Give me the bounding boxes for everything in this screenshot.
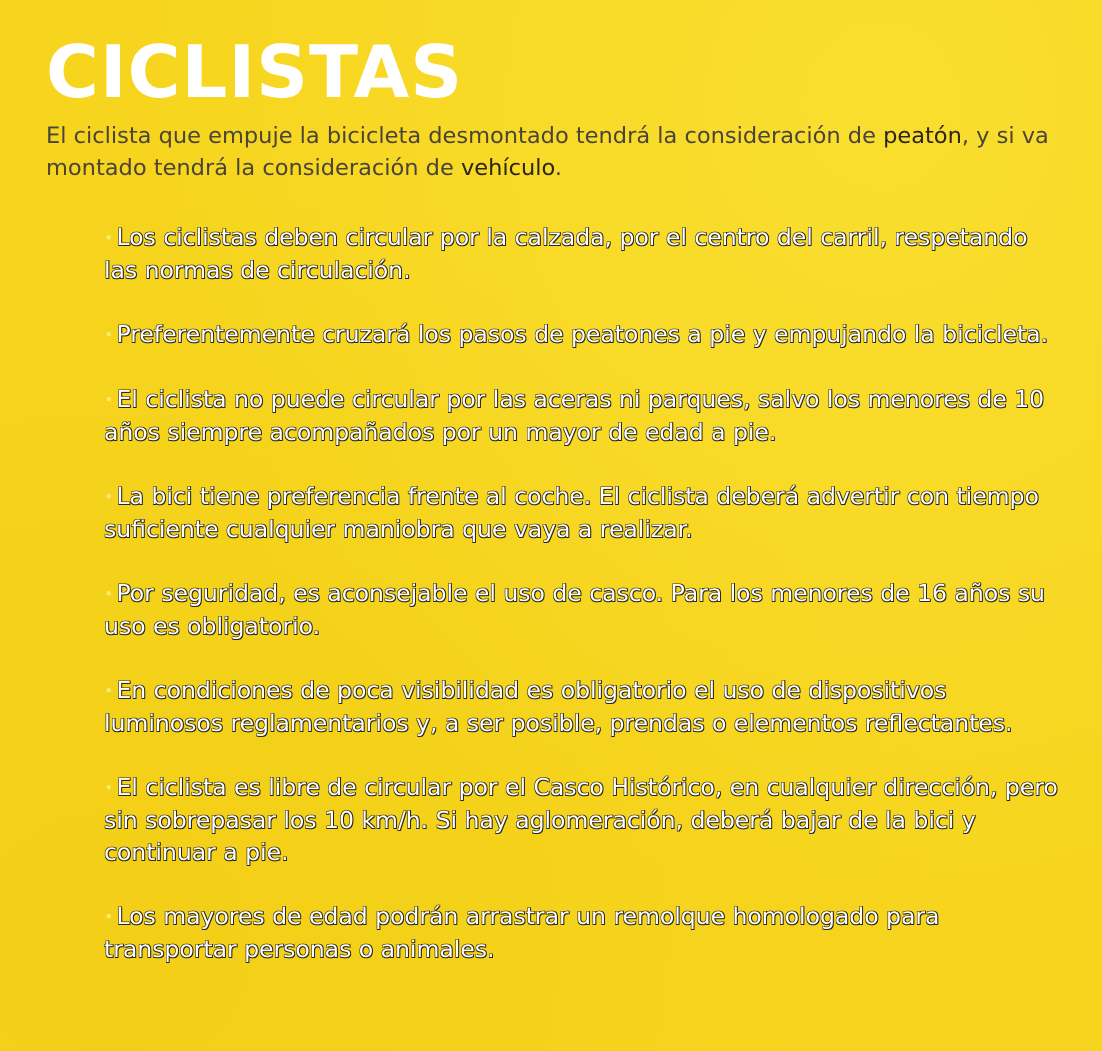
intro-term-vehiculo: vehículo <box>460 155 555 181</box>
bullet-icon: • <box>104 228 114 247</box>
intro-paragraph <box>46 120 1086 184</box>
intro-term-peaton: peatón <box>883 123 962 149</box>
rule-text: Los mayores de edad podrán arrastrar un remolque homologado para transportar personas o animales. <box>104 902 940 963</box>
page-title: CICLISTAS <box>46 30 464 114</box>
rule-text: En condiciones de poca visibilidad es obligatorio el uso de dispositivos luminosos reglamentarios y, a ser posible, prendas o elementos reflectantes. <box>104 676 1013 737</box>
intro-text-3: . <box>554 155 563 181</box>
rule-text: Preferentemente cruzará los pasos de peatones a pie y empujando la bicicleta. <box>116 320 1049 348</box>
rules-list <box>104 221 1064 997</box>
rule-item <box>104 221 1064 286</box>
rule-item <box>104 900 1064 965</box>
rule-text: El ciclista no puede circular por las aceras ni parques, salvo los menores de 10 años siempre acompañados por un mayor de edad a pie. <box>104 385 1045 446</box>
rule-text: La bici tiene preferencia frente al coche. El ciclista deberá advertir con tiempo suficiente cualquier maniobra que vaya a realizar. <box>104 482 1039 543</box>
rule-item <box>104 383 1064 448</box>
rule-item <box>104 577 1064 642</box>
rule-text: Por seguridad, es aconsejable el uso de casco. Para los menores de 16 años su uso es obligatorio. <box>104 579 1045 640</box>
intro-text-2: , y si va montado tendrá la consideración de <box>46 123 1049 181</box>
bullet-icon: • <box>104 907 114 926</box>
bullet-icon: • <box>104 584 114 603</box>
bullet-icon: • <box>104 325 114 344</box>
rule-item <box>104 674 1064 739</box>
rule-item <box>104 480 1064 545</box>
rule-text: El ciclista es libre de circular por el Casco Histórico, en cualquier dirección, pero sin sobrepasar los 10 km/h. Si hay aglomeración, deberá bajar de la bici y continuar a pie. <box>104 773 1058 866</box>
bullet-icon: • <box>104 778 114 797</box>
intro-text-1: El ciclista que empuje la bicicleta desmontado tendrá la consideración de <box>46 123 884 149</box>
bullet-icon: • <box>104 681 114 700</box>
bullet-icon: • <box>104 390 114 409</box>
bullet-icon: • <box>104 487 114 506</box>
rule-item <box>104 318 1064 351</box>
rule-text: Los ciclistas deben circular por la calzada, por el centro del carril, respetando las normas de circulación. <box>104 223 1028 284</box>
rule-item <box>104 771 1064 868</box>
